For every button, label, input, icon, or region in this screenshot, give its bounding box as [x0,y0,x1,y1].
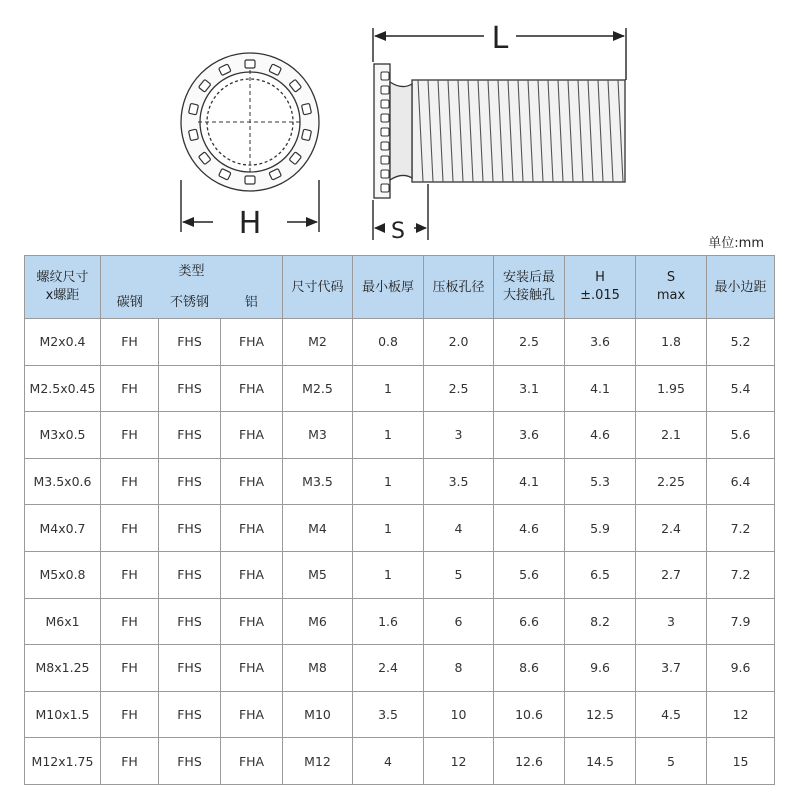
cell-thread-size: M6x1 [25,598,101,645]
cell-max-contact: 8.6 [494,645,565,692]
head-tooth [381,114,389,122]
header-min-sheet: 最小板厚 [353,256,424,319]
header-stainless-steel: 不锈钢 [159,287,221,319]
cell-min-edge: 5.6 [707,412,775,459]
head-tooth [381,100,389,108]
cell-size-code: M12 [283,738,353,785]
header-aluminum: 铝 [221,287,283,319]
cell-min-sheet: 3.5 [353,691,424,738]
cell-min-edge: 7.2 [707,551,775,598]
cell-size-code: M3.5 [283,458,353,505]
cell-thread-size: M4x0.7 [25,505,101,552]
serration-tooth [188,129,198,141]
cell-carbon-steel-type: FH [101,738,159,785]
cell-thread-size: M8x1.25 [25,645,101,692]
head-tooth [381,184,389,192]
cell-aluminum-type: FHA [221,691,283,738]
cell-aluminum-type: FHA [221,365,283,412]
header-s [636,256,707,319]
cell-h-value: 14.5 [565,738,636,785]
cell-carbon-steel-type: FH [101,458,159,505]
table-row [25,365,775,412]
header-h [565,256,636,319]
table-row [25,738,775,785]
cell-stainless-type: FHS [159,319,221,366]
table-row [25,319,775,366]
cell-s-value: 2.4 [636,505,707,552]
header-s-line1: S [666,270,676,285]
cell-carbon-steel-type: FH [101,551,159,598]
cell-min-sheet: 4 [353,738,424,785]
cell-min-sheet: 1 [353,365,424,412]
header-thread-line2: x螺距 [45,288,80,303]
cell-h-value: 8.2 [565,598,636,645]
cell-size-code: M2.5 [283,365,353,412]
cell-min-edge: 9.6 [707,645,775,692]
header-type-group: 类型 [101,256,283,288]
cell-max-contact: 2.5 [494,319,565,366]
cell-h-value: 4.1 [565,365,636,412]
cell-max-contact: 4.6 [494,505,565,552]
cell-stainless-type: FHS [159,365,221,412]
cell-h-value: 5.9 [565,505,636,552]
cell-min-edge: 12 [707,691,775,738]
stud-technical-drawing [0,0,800,250]
table-row [25,458,775,505]
cell-max-contact: 6.6 [494,598,565,645]
cell-thread-size: M5x0.8 [25,551,101,598]
cell-stainless-type: FHS [159,458,221,505]
dimension-h-label: H [238,206,262,241]
cell-s-value: 1.8 [636,319,707,366]
serration-tooth [301,103,311,115]
cell-hole-dia: 4 [424,505,494,552]
side-view [374,64,625,198]
cell-size-code: M5 [283,551,353,598]
cell-hole-dia: 2.5 [424,365,494,412]
table-header [25,256,775,319]
header-hole: 压板孔径 [424,256,494,319]
cell-max-contact: 3.1 [494,365,565,412]
cell-thread-size: M3x0.5 [25,412,101,459]
cell-min-sheet: 1 [353,505,424,552]
cell-aluminum-type: FHA [221,551,283,598]
cell-max-contact: 4.1 [494,458,565,505]
cell-min-sheet: 0.8 [353,319,424,366]
front-view [181,53,319,191]
cell-h-value: 5.3 [565,458,636,505]
cell-carbon-steel-type: FH [101,412,159,459]
cell-carbon-steel-type: FH [101,691,159,738]
header-thread [25,256,101,319]
spec-table [24,255,775,785]
cell-aluminum-type: FHA [221,738,283,785]
head-tooth [381,142,389,150]
cell-stainless-type: FHS [159,551,221,598]
table-row [25,691,775,738]
cell-max-contact: 5.6 [494,551,565,598]
cell-hole-dia: 10 [424,691,494,738]
cell-min-sheet: 1 [353,412,424,459]
head-tooth [381,128,389,136]
header-max-contact-line2: 大接触孔 [503,288,556,303]
cell-hole-dia: 2.0 [424,319,494,366]
cell-h-value: 3.6 [565,319,636,366]
head-tooth [381,170,389,178]
serration-tooth [245,60,255,68]
cell-aluminum-type: FHA [221,412,283,459]
header-s-line2: max [656,288,686,303]
table-body [25,319,775,785]
serration-tooth [301,129,311,141]
cell-carbon-steel-type: FH [101,505,159,552]
cell-s-value: 2.7 [636,551,707,598]
cell-size-code: M6 [283,598,353,645]
cell-carbon-steel-type: FH [101,365,159,412]
dimension-s-label: S [391,219,405,244]
cell-aluminum-type: FHA [221,598,283,645]
cell-hole-dia: 5 [424,551,494,598]
cell-carbon-steel-type: FH [101,645,159,692]
cell-size-code: M8 [283,645,353,692]
cell-size-code: M4 [283,505,353,552]
table-row [25,598,775,645]
dimension-l-label: L [491,21,509,56]
cell-h-value: 12.5 [565,691,636,738]
cell-hole-dia: 8 [424,645,494,692]
cell-size-code: M10 [283,691,353,738]
serration-tooth [188,103,198,115]
cell-s-value: 4.5 [636,691,707,738]
header-h-line1: H [595,270,605,285]
head-tooth [381,156,389,164]
head-tooth [381,86,389,94]
header-max-contact [494,256,565,319]
cell-hole-dia: 3 [424,412,494,459]
cell-aluminum-type: FHA [221,458,283,505]
cell-stainless-type: FHS [159,412,221,459]
cell-stainless-type: FHS [159,738,221,785]
cell-hole-dia: 3.5 [424,458,494,505]
cell-carbon-steel-type: FH [101,598,159,645]
table-row [25,505,775,552]
cell-aluminum-type: FHA [221,645,283,692]
table-row [25,645,775,692]
header-h-line2: ±.015 [580,288,620,303]
header-min-edge: 最小边距 [707,256,775,319]
cell-stainless-type: FHS [159,505,221,552]
cell-thread-size: M2x0.4 [25,319,101,366]
table-row [25,412,775,459]
header-thread-line1: 螺纹尺寸 [36,270,89,285]
cell-thread-size: M10x1.5 [25,691,101,738]
cell-h-value: 4.6 [565,412,636,459]
cell-s-value: 3.7 [636,645,707,692]
cell-s-value: 2.1 [636,412,707,459]
cell-min-edge: 7.2 [707,505,775,552]
cell-stainless-type: FHS [159,598,221,645]
cell-thread-size: M2.5x0.45 [25,365,101,412]
cell-min-edge: 15 [707,738,775,785]
cell-max-contact: 12.6 [494,738,565,785]
cell-thread-size: M3.5x0.6 [25,458,101,505]
head-tooth [381,72,389,80]
cell-s-value: 5 [636,738,707,785]
cell-min-edge: 7.9 [707,598,775,645]
cell-max-contact: 3.6 [494,412,565,459]
cell-h-value: 6.5 [565,551,636,598]
serration-tooth [245,176,255,184]
header-max-contact-line1: 安装后最 [503,270,556,285]
cell-min-edge: 5.2 [707,319,775,366]
header-code: 尺寸代码 [283,256,353,319]
cell-min-edge: 6.4 [707,458,775,505]
cell-hole-dia: 12 [424,738,494,785]
cell-min-sheet: 1 [353,551,424,598]
cell-aluminum-type: FHA [221,505,283,552]
table-row [25,551,775,598]
cell-min-edge: 5.4 [707,365,775,412]
cell-carbon-steel-type: FH [101,319,159,366]
cell-h-value: 9.6 [565,645,636,692]
cell-size-code: M3 [283,412,353,459]
unit-note: 单位:mm [708,236,764,251]
cell-min-sheet: 1.6 [353,598,424,645]
cell-size-code: M2 [283,319,353,366]
cell-max-contact: 10.6 [494,691,565,738]
cell-s-value: 1.95 [636,365,707,412]
cell-stainless-type: FHS [159,691,221,738]
cell-hole-dia: 6 [424,598,494,645]
cell-s-value: 3 [636,598,707,645]
cell-thread-size: M12x1.75 [25,738,101,785]
cell-min-sheet: 1 [353,458,424,505]
cell-aluminum-type: FHA [221,319,283,366]
cell-min-sheet: 2.4 [353,645,424,692]
head-serration-teeth [381,72,389,192]
header-carbon-steel: 碳钢 [101,287,159,319]
cell-stainless-type: FHS [159,645,221,692]
cell-s-value: 2.25 [636,458,707,505]
